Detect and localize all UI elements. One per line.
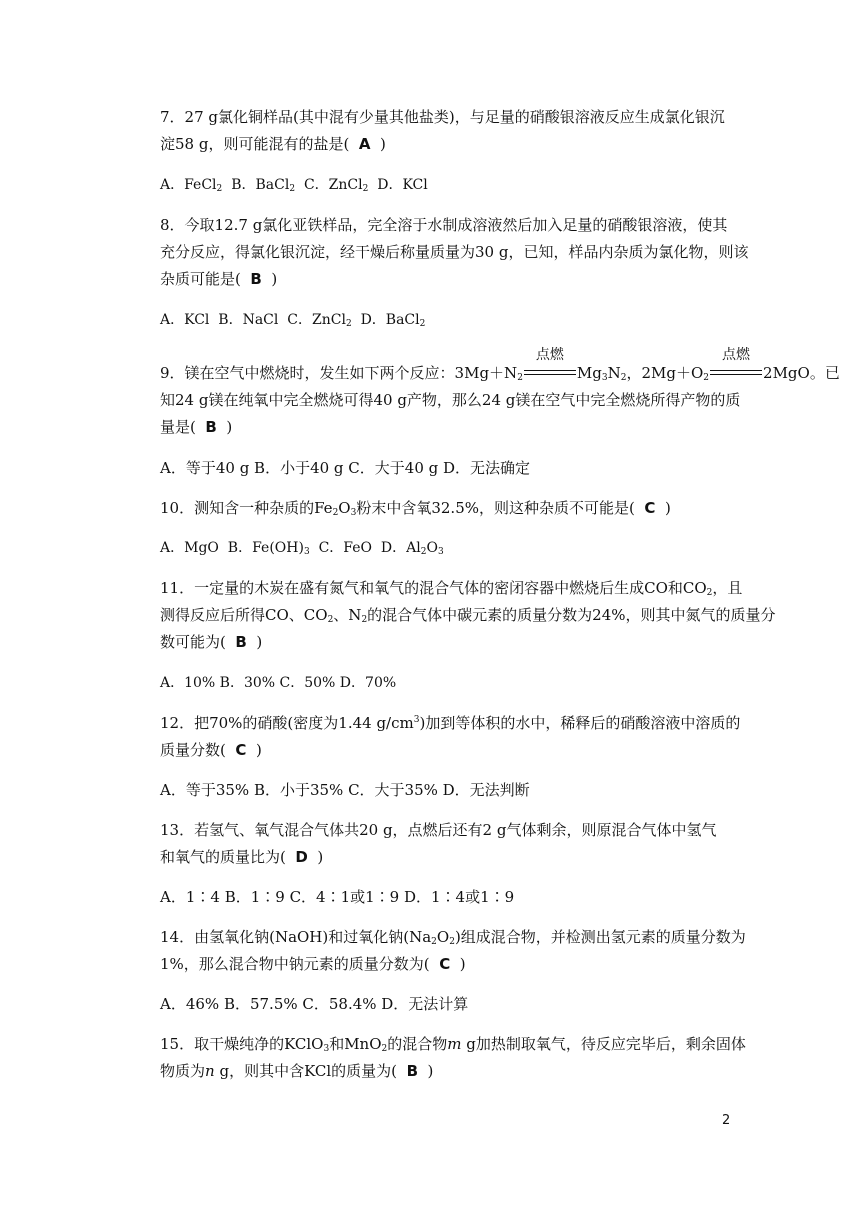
q8-opt-d: D．BaCl	[360, 312, 420, 328]
q10-sub-fe2: 2	[332, 508, 339, 518]
q7-opt-c: C．ZnCl	[303, 177, 363, 193]
q14-text-2: 1%，那么混合物中钠元素的质量分数为(	[160, 955, 430, 973]
q10-sub-oh3: 3	[303, 547, 310, 557]
q8-opt-b: B．NaCl	[218, 312, 279, 328]
q15-text-a: 15．取干燥纯净的KClO	[160, 1035, 324, 1053]
q8-answer: B	[250, 270, 262, 288]
q7-opt-b: B．BaCl	[231, 177, 290, 193]
q10-text-a: 10．测知含一种杂质的Fe	[160, 499, 333, 517]
q15-var-n: n	[205, 1062, 215, 1080]
q15-text-d: g加热制取氧气，待反应完毕后，剩余固体	[466, 1035, 746, 1053]
q14-sub-na2: 2	[431, 937, 437, 947]
q13-options-text: A．1∶4 B．1∶9 C．4∶1或1∶9 D．1∶4或1∶9	[160, 888, 515, 906]
q7-opt-d: D．KCl	[377, 177, 428, 193]
q11-line2	[160, 605, 776, 625]
q14-options-text: A．46% B．57.5% C．58.4% D．无法计算	[160, 995, 469, 1013]
q8-line3	[160, 269, 277, 289]
q7-close: )	[380, 135, 386, 153]
q12-text-a: 12．把70%的硝酸(密度为1.44 g/cm	[160, 714, 414, 732]
q10-line1	[160, 498, 671, 518]
page-number: 2	[722, 1113, 731, 1128]
q11-text-3: 数可能为(	[160, 633, 226, 651]
q7-sub-b: 2	[289, 184, 296, 194]
q14-text-a: 14．由氢氧化钠(NaOH)和过氧化钠(Na	[160, 928, 432, 946]
q8-text-3: 杂质可能是(	[160, 270, 241, 288]
q12-close: )	[255, 741, 262, 759]
q9-equals-sign-2	[710, 370, 762, 375]
q8-sub-c: 2	[345, 319, 352, 329]
q9-options-text: A．等于40 g B．小于40 g C．大于40 g D．无法确定	[160, 459, 531, 477]
q11-sub-co2: 2	[706, 588, 713, 598]
q8-line2	[160, 242, 748, 262]
q9-line1	[160, 347, 840, 383]
q14-answer: C	[439, 955, 451, 973]
q7-line2	[160, 134, 386, 154]
q9-sub-n2b: 2	[620, 373, 627, 383]
q11-text-2c: 的混合气体中碳元素的质量分数为24%，则其中氮气的质量分	[367, 606, 776, 624]
q9-line2	[160, 390, 740, 410]
q12-line2	[160, 740, 262, 760]
q12-sup-cm3: 3	[413, 715, 420, 725]
q13-text-2: 和氧气的质量比为(	[160, 848, 286, 866]
q7-opt-a: A．FeCl	[160, 177, 217, 193]
q12-options-text: A．等于35% B．小于35% C．大于35% D．无法判断	[160, 781, 530, 799]
q9-cond-label-1: 点燃	[535, 347, 564, 363]
q11-text-a: 11．一定量的木炭在盛有氮气和氧气的混合气体的密闭容器中燃烧后生成CO和CO	[160, 579, 707, 597]
q9-answer: B	[205, 418, 217, 436]
q7-options	[160, 175, 428, 195]
q8-text: 8．今取12.7 g氯化亚铁样品，完全溶于水制成溶液然后加入足量的硝酸银溶液，使其	[160, 216, 728, 234]
q9-text-e: 2MgO。已	[763, 364, 840, 382]
q10-text-b: O	[338, 499, 351, 517]
q11-options-text: A．10% B．30% C．50% D．70%	[160, 675, 397, 691]
q13-answer: D	[295, 848, 308, 866]
q9-cond-label-2: 点燃	[722, 347, 751, 363]
q15-answer: B	[406, 1062, 418, 1080]
q15-text-b: 和MnO	[329, 1035, 382, 1053]
q8-sub-d: 2	[419, 319, 426, 329]
q14-line1	[160, 927, 746, 947]
q13-close: )	[317, 848, 324, 866]
q7-sub-a: 2	[216, 184, 223, 194]
q9-condition-2	[710, 347, 762, 383]
q10-close: )	[664, 499, 671, 517]
q11-options	[160, 673, 396, 693]
q11-sub-n2: 2	[361, 615, 368, 625]
q11-sub-co2b: 2	[327, 615, 334, 625]
q14-line2	[160, 954, 466, 974]
q10-opt-d-a: D．Al	[380, 540, 421, 556]
q11-text-b: ，且	[712, 579, 743, 597]
q9-text-2: 知24 g镁在纯氧中完全燃烧可得40 g产物，那么24 g镁在空气中完全燃烧所得产物的质	[160, 391, 741, 409]
q9-options	[160, 458, 530, 478]
q15-sub-clo3: 3	[323, 1044, 330, 1054]
q10-answer: C	[644, 499, 656, 517]
q15-var-m: m	[447, 1035, 462, 1053]
q9-sub-o2: 2	[703, 373, 710, 383]
q12-text-b: )加到等体积的水中，稀释后的硝酸溶液中溶质的	[419, 714, 741, 732]
q14-text-b: O	[436, 928, 450, 946]
q13-options	[160, 887, 514, 907]
q12-answer: C	[235, 741, 247, 759]
q8-opt-a: A．KCl	[160, 312, 210, 328]
q8-close: )	[271, 270, 278, 288]
q7-answer: A	[358, 135, 371, 153]
q13-line1	[160, 820, 716, 840]
q9-sub-mg3: 3	[601, 373, 608, 383]
q14-sub-o2: 2	[449, 937, 455, 947]
q14-text-c: )组成混合物，并检测出氢元素的质量分数为	[454, 928, 746, 946]
q15-sub-mno2: 2	[381, 1044, 388, 1054]
q10-text-c: 粉末中含氧32.5%，则这种杂质不可能是(	[356, 499, 635, 517]
q7-line1	[160, 107, 725, 127]
q11-line3	[160, 632, 262, 652]
q8-line1	[160, 215, 727, 235]
q11-line1	[160, 578, 742, 598]
q9-text-b: Mg	[576, 364, 602, 382]
q9-condition-1	[524, 347, 576, 383]
q9-equals-sign-1	[524, 370, 576, 375]
q10-options	[160, 538, 444, 558]
q11-text-2a: 测得反应后所得CO、CO	[160, 606, 328, 624]
q9-text-3: 量是(	[160, 418, 196, 436]
q7-text-2: 淀58 g，则可能混有的盐是(	[160, 135, 350, 153]
q10-opt-c: C．FeO	[318, 540, 373, 556]
q14-options	[160, 994, 468, 1014]
q8-options	[160, 310, 425, 330]
q14-close: )	[459, 955, 466, 973]
q7-text: 7．27 g氯化铜样品(其中混有少量其他盐类)，与足量的硝酸银溶液反应生成氯化银沉	[160, 108, 725, 126]
q10-opt-a: A．MgO	[160, 540, 219, 556]
q15-text-2b: g，则其中含KCl的质量为(	[219, 1062, 398, 1080]
q9-text-c: N	[607, 364, 621, 382]
q9-line3	[160, 417, 232, 437]
q15-line1	[160, 1034, 746, 1054]
q12-text-2: 质量分数(	[160, 741, 226, 759]
q11-answer: B	[235, 633, 247, 651]
q10-sub-o3b: 3	[437, 547, 444, 557]
q15-text-2a: 物质为	[160, 1062, 206, 1080]
q15-line2	[160, 1061, 433, 1081]
q9-text-a: 9．镁在空气中燃烧时，发生如下两个反应：3Mg＋N	[160, 364, 518, 382]
q15-text-c: 的混合物	[387, 1035, 448, 1053]
q13-line2	[160, 847, 323, 867]
q13-text: 13．若氢气、氧气混合气体共20 g，点燃后还有2 g气体剩余，则原混合气体中氢气	[160, 821, 717, 839]
q7-sub-c: 2	[362, 184, 369, 194]
q10-opt-b: B．Fe(OH)	[227, 540, 304, 556]
q12-line1	[160, 713, 740, 733]
q11-text-2b: 、N	[333, 606, 362, 624]
q10-opt-d-b: O	[426, 540, 438, 556]
q8-opt-c: C．ZnCl	[287, 312, 346, 328]
q9-sub-n2: 2	[517, 373, 523, 383]
q9-close: )	[226, 418, 233, 436]
q10-sub-o3: 3	[350, 508, 357, 518]
q12-options	[160, 780, 530, 800]
q10-sub-al2: 2	[420, 547, 427, 557]
q9-text-d: ，2Mg＋O	[626, 364, 704, 382]
q11-close: )	[256, 633, 263, 651]
q15-close: )	[427, 1062, 434, 1080]
q8-text-2: 充分反应，得氯化银沉淀，经干燥后称量质量为30 g，已知，样品内杂质为氯化物，则该	[160, 243, 749, 261]
